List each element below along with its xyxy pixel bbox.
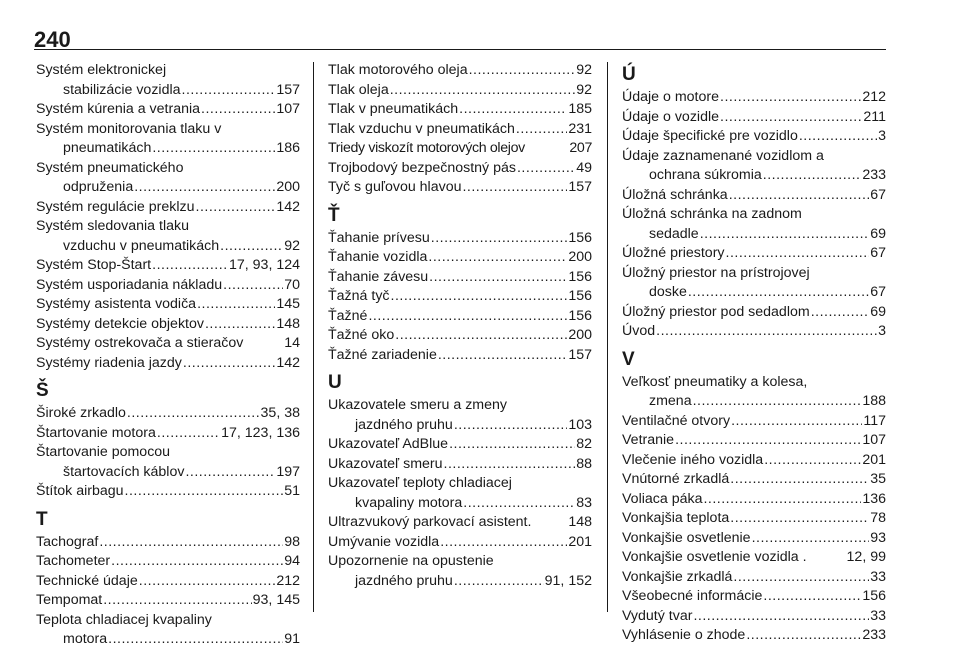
index-entry [622, 431, 886, 451]
entry-text: Tlak vzduchu v pneumatikách [328, 120, 515, 137]
entry-text: Ukazovateľ smeru [328, 455, 443, 472]
page-ref: 83 [576, 494, 592, 511]
page-ref: 207 [569, 140, 592, 156]
page-ref: 3 [878, 128, 886, 144]
page-ref: 188 [862, 393, 886, 409]
page-ref: 91, 152 [544, 572, 592, 589]
column-divider [607, 62, 608, 612]
page-ref: 70 [284, 276, 300, 293]
entry-text: Vydutý tvar [622, 607, 693, 624]
page-ref: 200 [276, 179, 300, 195]
entry-text: Trojbodový bezpečnostný pás [328, 159, 516, 176]
index-entry [36, 404, 300, 424]
entry-text: Technické údaje [36, 572, 138, 589]
index-entry [328, 120, 592, 140]
entry-text: Tyč s guľovou hlavou [328, 179, 462, 195]
entry-text: Úložná schránka [622, 186, 728, 203]
page-ref: 33 [870, 568, 886, 585]
page-ref: 157 [568, 346, 592, 363]
index-entry [328, 81, 592, 101]
entry-text: Ťažné zariadenie [328, 346, 437, 363]
page-ref: 233 [862, 167, 886, 183]
page-ref: 201 [862, 451, 886, 468]
entry-text: Ťažné oko [328, 327, 395, 343]
page-ref: 3 [878, 323, 886, 339]
entry-text: Vonkajšie zrkadlá [622, 568, 733, 585]
section-letter-heading: T [36, 508, 48, 530]
page-ref: 142 [276, 354, 300, 371]
entry-text: jazdného pruhu [355, 416, 453, 433]
entry-text: Systém pneumatického [36, 159, 184, 176]
index-entry [622, 88, 886, 108]
index-entry [36, 424, 300, 444]
header-rule [34, 49, 886, 50]
page-ref: 197 [276, 463, 300, 480]
page-ref: 231 [568, 120, 592, 137]
entry-text: vzduchu v pneumatikách [63, 237, 220, 254]
entry-text: štartovacích káblov [63, 463, 185, 480]
index-entry [622, 244, 886, 264]
entry-text: Ultrazvukový parkovací asistent. [328, 514, 532, 530]
index-entry [36, 591, 300, 611]
page-ref: 211 [863, 108, 886, 125]
entry-text: Umývanie vozidla [328, 533, 440, 550]
index-entry [622, 147, 886, 186]
page-ref: 12, 99 [846, 549, 886, 565]
page-ref: 69 [870, 303, 886, 320]
index-entry [622, 548, 886, 568]
entry-text: Tachograf [36, 533, 99, 550]
index-column-3 [622, 61, 886, 646]
section-letter-heading: U [328, 372, 342, 393]
index-entry [328, 248, 592, 268]
index-entry [328, 396, 592, 435]
page-ref: 17, 123, 136 [221, 424, 300, 441]
entry-text: doske [649, 284, 687, 300]
page-ref: 148 [276, 315, 300, 332]
entry-text: Triedy viskozít motorových olejov [328, 140, 525, 156]
page-ref: 201 [568, 533, 592, 550]
section-letter-heading: V [622, 348, 635, 370]
page-ref: 200 [568, 249, 592, 265]
entry-text: Úložné priestory [622, 245, 725, 261]
entry-text: Systém monitorovania tlaku v [36, 120, 222, 137]
page-ref: 157 [276, 81, 300, 98]
page-ref: 98 [284, 533, 300, 550]
page-ref: 156 [568, 307, 592, 324]
entry-text: Ukazovateľ AdBlue [328, 436, 449, 452]
page-ref: 233 [862, 627, 886, 643]
entry-text: Systémy detekcie objektov [36, 315, 204, 332]
index-entry [622, 529, 886, 549]
page-ref: 212 [862, 89, 886, 105]
index-entry [36, 552, 300, 572]
page-ref: 92 [576, 62, 592, 78]
index-entry [36, 61, 300, 100]
entry-text: Vnútorné zrkadlá [622, 471, 730, 487]
page-ref: 156 [568, 229, 592, 246]
entry-text: Veľkosť pneumatiky a kolesa, [622, 373, 808, 390]
index-entry [328, 159, 592, 179]
entry-text: kvapaliny motora [355, 494, 463, 511]
entry-text: Tachometer [36, 553, 111, 569]
index-entry [622, 322, 886, 342]
entry-text: Upozornenie na opustenie [328, 553, 494, 569]
page-ref: 136 [862, 490, 886, 507]
entry-text: Ťažná tyč [328, 288, 390, 304]
page-ref: 49 [576, 159, 592, 176]
entry-text: Tempomat [36, 592, 103, 608]
index-entry [328, 61, 592, 81]
page-ref: 157 [568, 179, 592, 195]
page-ref: 17, 93, 124 [229, 257, 300, 273]
page-ref: 107 [862, 432, 886, 448]
index-entry [36, 354, 300, 374]
index-entry [328, 268, 592, 288]
entry-text: Úložný priestor pod sedadlom [622, 303, 810, 320]
section-letter-heading: Ú [622, 64, 636, 85]
entry-text: Systém usporiadania nákladu [36, 276, 223, 293]
page-ref: 91 [284, 631, 300, 647]
section-letter-heading: Š [36, 380, 49, 401]
index-entry [328, 552, 592, 591]
index-entry [36, 159, 300, 198]
page-ref: 145 [276, 296, 300, 312]
page-ref: 93, 145 [252, 592, 300, 608]
page-ref: 35 [870, 471, 886, 487]
page-ref: 92 [284, 237, 300, 254]
entry-text: jazdného pruhu [355, 572, 453, 589]
index-entry [36, 572, 300, 592]
entry-text: pneumatikách [63, 140, 152, 156]
index-entry [622, 568, 886, 588]
page-ref: 67 [870, 245, 886, 261]
entry-text: Vetranie [622, 432, 675, 448]
index-entry [328, 346, 592, 366]
index-entry [622, 587, 886, 607]
entry-text: Systémy ostrekovača a stieračov [36, 335, 244, 351]
page-ref: 156 [568, 288, 592, 304]
index-entry [328, 100, 592, 120]
entry-text: stabilizácie vozidla [63, 81, 181, 98]
entry-text: Úložná schránka na zadnom [622, 206, 802, 222]
page-number: 240 [34, 27, 71, 52]
index-entry [36, 217, 300, 256]
index-entry [622, 509, 886, 529]
entry-text: Vonkajšia teplota [622, 510, 730, 526]
index-entry [328, 533, 592, 553]
index-entry [622, 205, 886, 244]
entry-text: Široké zrkadlo [36, 405, 126, 421]
page-ref: 156 [568, 268, 592, 285]
column-divider [313, 62, 314, 612]
entry-text: Ťahanie prívesu [328, 229, 430, 246]
index-entry [622, 470, 886, 490]
entry-text: Štítok airbagu [36, 483, 124, 499]
index-entry [328, 287, 592, 307]
index-entry [622, 108, 886, 128]
index-entry [328, 326, 592, 346]
page-ref: 185 [568, 101, 592, 117]
page-ref: 107 [276, 101, 300, 117]
index-entry [622, 607, 886, 627]
entry-text: Teplota chladiacej kvapaliny [36, 611, 212, 628]
index-entry [36, 611, 300, 650]
entry-text: Ukazovateľ teploty chladiacej [328, 475, 512, 491]
entry-text: Systém Stop-Štart [36, 257, 152, 273]
entry-text: Údaje o motore [622, 89, 719, 105]
entry-text: sedadle [649, 225, 699, 242]
entry-text: Systém elektronickej [36, 62, 167, 78]
entry-text: Vyhlásenie o zhode [622, 627, 746, 643]
index-entry [36, 120, 300, 159]
entry-text: Ťahanie vozidla [328, 249, 428, 265]
entry-text: Tlak motorového oleja [328, 62, 468, 78]
page-ref: 142 [276, 198, 300, 215]
page-ref: 186 [276, 140, 300, 156]
index-entry [328, 455, 592, 475]
section-letter-heading: Ť [328, 204, 340, 226]
index-entry [36, 198, 300, 218]
page-ref: 212 [276, 572, 300, 589]
entry-text: Voliaca páka [622, 490, 703, 507]
index-entry [622, 303, 886, 323]
entry-text: ochrana súkromia [649, 167, 762, 183]
page-ref: 93 [870, 529, 886, 546]
entry-text: motora [63, 631, 108, 647]
index-entry [36, 334, 300, 354]
index-entry [36, 443, 300, 482]
page-ref: 200 [568, 327, 592, 343]
index-entry [622, 412, 886, 432]
index-entry [36, 315, 300, 335]
index-entry [622, 264, 886, 303]
index-entry [36, 100, 300, 120]
page-ref: 156 [862, 588, 886, 604]
entry-text: Údaje zaznamenané vozidlom a [622, 147, 824, 164]
index-entry [36, 482, 300, 502]
index-column-2 [328, 61, 592, 591]
index-entry [328, 307, 592, 327]
page-ref: 78 [870, 510, 886, 526]
entry-text: Úložný priestor na prístrojovej [622, 264, 810, 281]
page-ref: 88 [576, 455, 592, 472]
entry-text: Systém kúrenia a vetrania [36, 101, 201, 117]
entry-text: Vlečenie iného vozidla [622, 451, 764, 468]
entry-text: Vonkajšie osvetlenie vozidla . [622, 549, 807, 565]
page-ref: 51 [284, 483, 300, 499]
entry-text: Ťažné [328, 307, 368, 324]
page-ref: 67 [870, 284, 886, 300]
page-ref: 69 [870, 225, 886, 242]
index-entry [328, 474, 592, 513]
entry-text: Ukazovatele smeru a zmeny [328, 397, 507, 413]
page-ref: 14 [284, 335, 300, 351]
index-entry [622, 490, 886, 510]
index-entry [622, 186, 886, 206]
index-entry [622, 127, 886, 147]
index-entry [622, 373, 886, 412]
page-ref: 117 [863, 412, 886, 429]
index-entry [36, 533, 300, 553]
index-entry [622, 451, 886, 471]
index-entry [328, 139, 592, 159]
entry-text: Tlak oleja [328, 81, 389, 98]
index-entry [36, 295, 300, 315]
entry-text: Štartovanie motora [36, 424, 156, 441]
entry-text: Všeobecné informácie [622, 588, 763, 604]
page-ref: 67 [870, 186, 886, 203]
index-entry [328, 229, 592, 249]
entry-text: Tlak v pneumatikách [328, 101, 459, 117]
entry-text: Údaje špecifické pre vozidlo [622, 128, 798, 144]
index-entry [622, 626, 886, 646]
entry-text: Systémy asistenta vodiča [36, 296, 197, 312]
entry-text: Úvod [622, 323, 656, 339]
index-column-1 [36, 61, 300, 650]
index-entry [36, 256, 300, 276]
entry-text: Vonkajšie osvetlenie [622, 529, 751, 546]
page-ref: 94 [284, 553, 300, 569]
entry-text: Ťahanie závesu [328, 268, 429, 285]
page-ref: 92 [576, 81, 592, 98]
page-ref: 148 [568, 514, 592, 530]
entry-text: Systémy riadenia jazdy [36, 354, 182, 371]
index-entry [328, 178, 592, 198]
entry-text: Ventilačné otvory [622, 412, 731, 429]
page-ref: 35, 38 [260, 405, 300, 421]
index-entry [328, 435, 592, 455]
entry-text: zmena [649, 393, 692, 409]
index-entry [328, 513, 592, 533]
page-ref: 33 [870, 607, 886, 624]
entry-text: odpruženia [63, 179, 134, 195]
entry-text: Štartovanie pomocou [36, 444, 171, 460]
entry-text: Systém sledovania tlaku [36, 218, 189, 234]
index-entry [36, 276, 300, 296]
page-ref: 82 [576, 436, 592, 452]
entry-text: Systém regulácie preklzu [36, 198, 195, 215]
page-ref: 103 [568, 416, 592, 433]
entry-text: Údaje o vozidle [622, 108, 720, 125]
